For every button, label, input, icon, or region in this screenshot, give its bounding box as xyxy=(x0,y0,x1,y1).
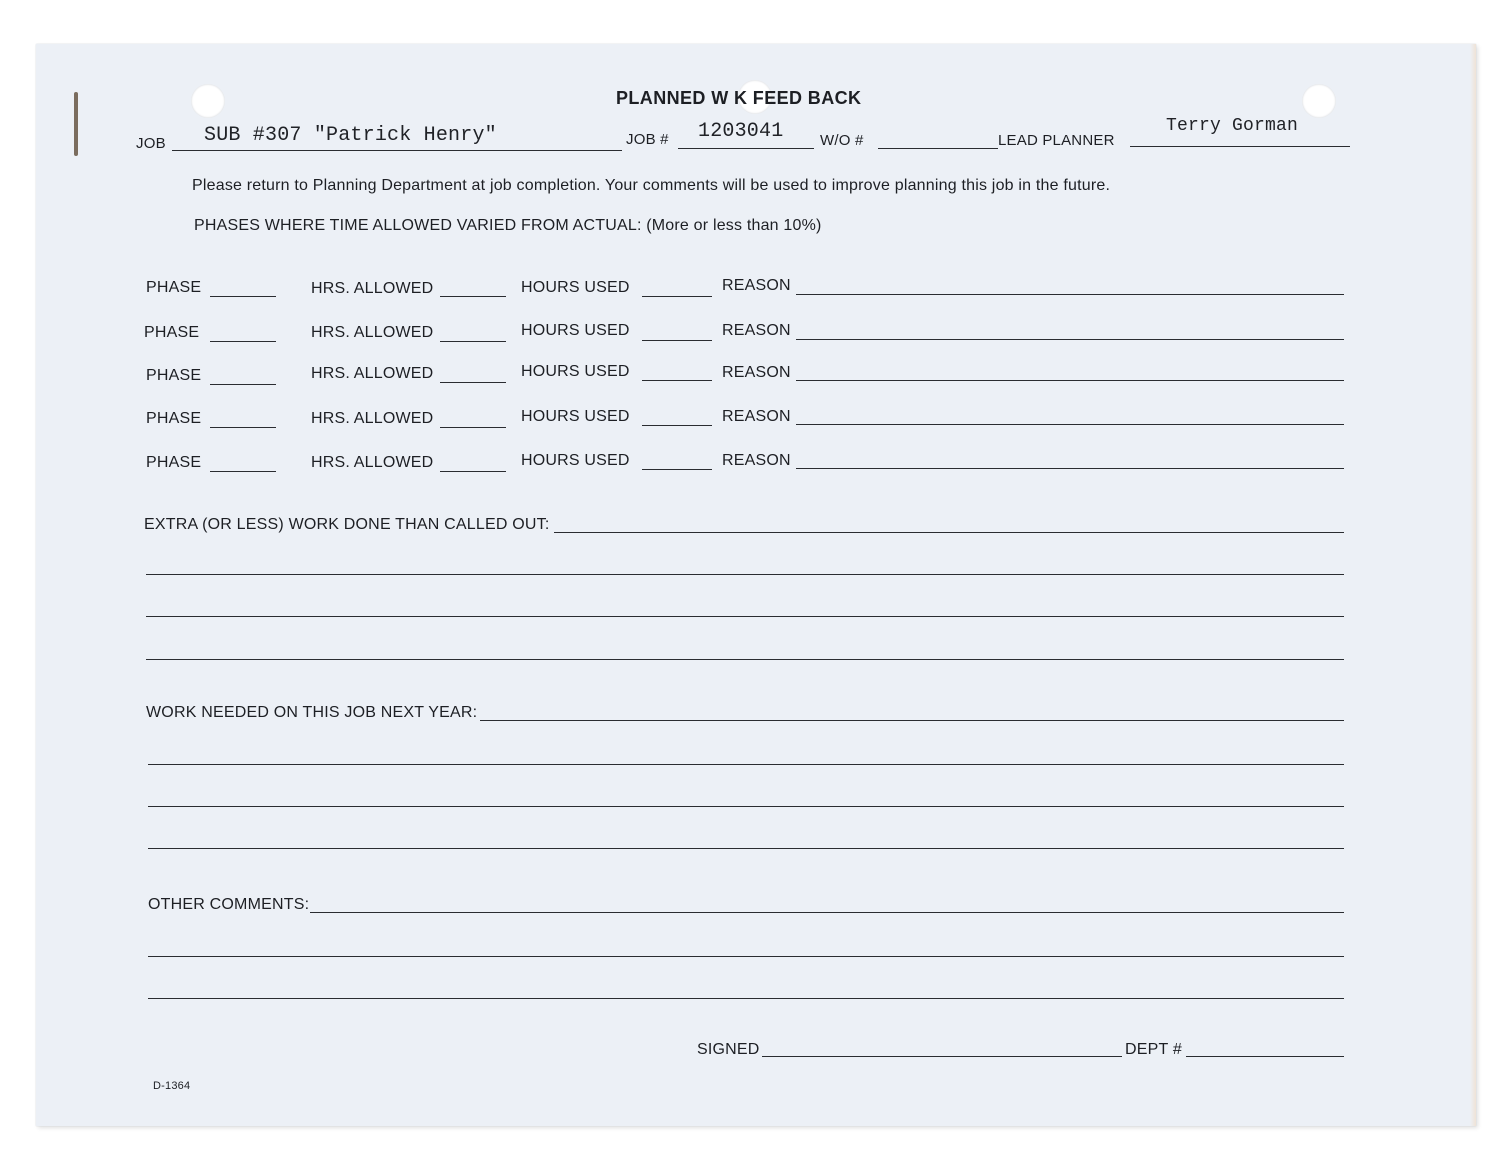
punch-hole xyxy=(191,84,225,118)
hours-used-label: HOURS USED xyxy=(521,363,630,380)
phase-field[interactable] xyxy=(210,427,276,428)
other-comments-line[interactable] xyxy=(148,956,1344,957)
job-field-line xyxy=(172,150,622,151)
next-year-line[interactable] xyxy=(148,848,1344,849)
job-number-field[interactable]: 1203041 xyxy=(698,120,784,143)
hrs-allowed-field[interactable] xyxy=(440,341,506,342)
hours-used-label: HOURS USED xyxy=(521,322,630,339)
form-title: PLANNED W K FEED BACK xyxy=(616,88,862,108)
hours-used-field[interactable] xyxy=(642,380,712,381)
form-code: D-1364 xyxy=(153,1080,191,1092)
punch-hole xyxy=(1302,84,1336,118)
next-year-line[interactable] xyxy=(148,764,1344,765)
hours-used-label: HOURS USED xyxy=(521,452,630,469)
reason-label: REASON xyxy=(722,364,791,381)
dept-field[interactable] xyxy=(1186,1056,1344,1057)
extra-work-label: EXTRA (OR LESS) WORK DONE THAN CALLED OUT: xyxy=(144,516,550,533)
phase-label: PHASE xyxy=(146,410,202,427)
reason-field[interactable] xyxy=(796,380,1344,381)
form-sheet xyxy=(36,44,1476,1126)
wo-label: W/O # xyxy=(820,132,864,149)
phase-label: PHASE xyxy=(146,454,202,471)
hours-used-label: HOURS USED xyxy=(521,408,630,425)
reason-label: REASON xyxy=(722,408,791,425)
hrs-allowed-field[interactable] xyxy=(440,427,506,428)
hours-used-field[interactable] xyxy=(642,469,712,470)
hours-used-label: HOURS USED xyxy=(521,279,630,296)
lead-planner-field[interactable]: Terry Gorman xyxy=(1166,116,1299,136)
hrs-allowed-label: HRS. ALLOWED xyxy=(311,324,434,341)
lead-planner-label: LEAD PLANNER xyxy=(998,132,1115,149)
job-field[interactable]: SUB #307 "Patrick Henry" xyxy=(204,124,497,147)
reason-label: REASON xyxy=(722,277,791,294)
phase-field[interactable] xyxy=(210,296,276,297)
dept-label: DEPT # xyxy=(1125,1041,1182,1058)
extra-work-line[interactable] xyxy=(146,574,1344,575)
hrs-allowed-field[interactable] xyxy=(440,296,506,297)
phase-field[interactable] xyxy=(210,471,276,472)
reason-field[interactable] xyxy=(796,339,1344,340)
reason-field[interactable] xyxy=(796,424,1344,425)
phase-label: PHASE xyxy=(146,367,202,384)
hours-used-field[interactable] xyxy=(642,425,712,426)
next-year-line[interactable] xyxy=(480,720,1344,721)
other-comments-line[interactable] xyxy=(148,998,1344,999)
hrs-allowed-label: HRS. ALLOWED xyxy=(311,454,434,471)
wo-field[interactable] xyxy=(878,148,998,149)
hrs-allowed-field[interactable] xyxy=(440,382,506,383)
next-year-line[interactable] xyxy=(148,806,1344,807)
hrs-allowed-label: HRS. ALLOWED xyxy=(311,410,434,427)
hours-used-field[interactable] xyxy=(642,296,712,297)
extra-work-line[interactable] xyxy=(146,616,1344,617)
phase-field[interactable] xyxy=(210,341,276,342)
extra-work-line[interactable] xyxy=(146,659,1344,660)
job-label: JOB xyxy=(136,135,166,152)
job-number-line xyxy=(678,148,814,149)
reason-label: REASON xyxy=(722,322,791,339)
signature-field[interactable] xyxy=(762,1056,1122,1057)
staple-mark xyxy=(74,92,78,156)
phase-label: PHASE xyxy=(144,324,200,341)
instruction-text: Please return to Planning Department at job completion. Your comments will be used to improve planning this job in the future. xyxy=(192,177,1111,194)
other-comments-line[interactable] xyxy=(310,912,1344,913)
hrs-allowed-label: HRS. ALLOWED xyxy=(311,280,434,297)
reason-field[interactable] xyxy=(796,294,1344,295)
extra-work-line[interactable] xyxy=(554,532,1344,533)
phase-field[interactable] xyxy=(210,384,276,385)
hours-used-field[interactable] xyxy=(642,340,712,341)
other-comments-label: OTHER COMMENTS: xyxy=(148,896,310,913)
lead-planner-line xyxy=(1130,146,1350,147)
job-number-label: JOB # xyxy=(626,131,669,148)
phases-heading: PHASES WHERE TIME ALLOWED VARIED FROM ACTUAL: (More or less than 10%) xyxy=(194,217,822,234)
reason-field[interactable] xyxy=(796,468,1344,469)
reason-label: REASON xyxy=(722,452,791,469)
hrs-allowed-field[interactable] xyxy=(440,471,506,472)
page-edge xyxy=(1470,44,1476,1126)
signed-label: SIGNED xyxy=(697,1041,760,1058)
next-year-label: WORK NEEDED ON THIS JOB NEXT YEAR: xyxy=(146,704,478,721)
phase-label: PHASE xyxy=(146,279,202,296)
hrs-allowed-label: HRS. ALLOWED xyxy=(311,365,434,382)
